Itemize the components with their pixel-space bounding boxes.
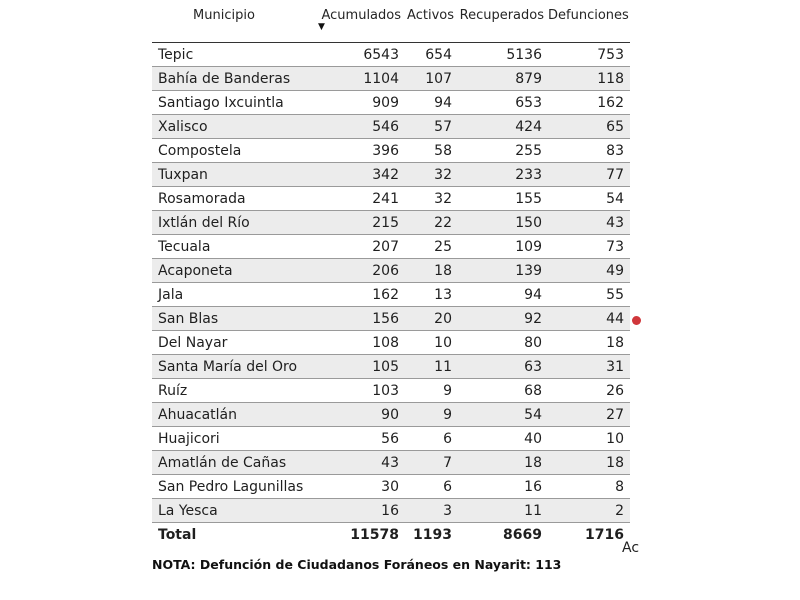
table-row[interactable] (152, 91, 630, 115)
cell-recuperados: 255 (458, 139, 548, 163)
cell-defunciones: 65 (548, 115, 630, 139)
cell-acumulados: 342 (310, 163, 405, 187)
cell-acumulados: 56 (310, 427, 405, 451)
cell-municipio: San Pedro Lagunillas (152, 475, 310, 499)
cell-activos: 7 (405, 451, 458, 475)
table-row[interactable] (152, 307, 630, 331)
cell-municipio: Acaponeta (152, 259, 310, 283)
cell-activos: 6 (405, 475, 458, 499)
cell-defunciones: 73 (548, 235, 630, 259)
total-label: Total (152, 523, 310, 548)
cell-acumulados: 105 (310, 355, 405, 379)
cell-activos: 20 (405, 307, 458, 331)
cell-defunciones: 18 (548, 451, 630, 475)
cell-municipio: Del Nayar (152, 331, 310, 355)
cell-municipio: Tuxpan (152, 163, 310, 187)
total-defunciones: 1716 (548, 523, 630, 548)
cell-acumulados: 206 (310, 259, 405, 283)
total-recuperados: 8669 (458, 523, 548, 548)
cell-defunciones: 26 (548, 379, 630, 403)
clipped-label: Ac (622, 540, 640, 556)
table-row[interactable] (152, 259, 630, 283)
cell-activos: 58 (405, 139, 458, 163)
cell-recuperados: 68 (458, 379, 548, 403)
table-row[interactable] (152, 451, 630, 475)
cell-activos: 22 (405, 211, 458, 235)
footnote: NOTA: Defunción de Ciudadanos Foráneos en Nayarit: 113 (152, 557, 562, 572)
table-row[interactable] (152, 139, 630, 163)
cell-acumulados: 156 (310, 307, 405, 331)
data-table-container (152, 0, 630, 547)
cell-defunciones: 162 (548, 91, 630, 115)
cell-recuperados: 150 (458, 211, 548, 235)
table-row[interactable] (152, 211, 630, 235)
cell-municipio: Amatlán de Cañas (152, 451, 310, 475)
cell-acumulados: 90 (310, 403, 405, 427)
table-row[interactable] (152, 115, 630, 139)
table-row[interactable] (152, 235, 630, 259)
header-municipio[interactable]: Municipio (152, 0, 310, 43)
table-row[interactable] (152, 43, 630, 67)
cell-activos: 9 (405, 403, 458, 427)
cell-activos: 9 (405, 379, 458, 403)
cell-acumulados: 103 (310, 379, 405, 403)
table-row[interactable] (152, 355, 630, 379)
cell-recuperados: 109 (458, 235, 548, 259)
table-row[interactable] (152, 379, 630, 403)
sort-descending-icon: ▼ (318, 22, 325, 32)
cell-recuperados: 11 (458, 499, 548, 523)
municipios-table (152, 0, 630, 547)
cell-municipio: San Blas (152, 307, 310, 331)
cell-recuperados: 94 (458, 283, 548, 307)
header-activos[interactable]: Activos (405, 0, 458, 43)
cell-acumulados: 108 (310, 331, 405, 355)
cell-acumulados: 215 (310, 211, 405, 235)
cell-activos: 654 (405, 43, 458, 67)
cell-recuperados: 424 (458, 115, 548, 139)
cell-acumulados: 546 (310, 115, 405, 139)
cell-acumulados: 16 (310, 499, 405, 523)
cell-defunciones: 77 (548, 163, 630, 187)
cell-defunciones: 55 (548, 283, 630, 307)
cell-defunciones: 54 (548, 187, 630, 211)
cell-defunciones: 31 (548, 355, 630, 379)
cell-acumulados: 6543 (310, 43, 405, 67)
total-activos: 1193 (405, 523, 458, 548)
cell-activos: 94 (405, 91, 458, 115)
cell-municipio: Rosamorada (152, 187, 310, 211)
cell-activos: 10 (405, 331, 458, 355)
cell-activos: 18 (405, 259, 458, 283)
cell-defunciones: 753 (548, 43, 630, 67)
header-acumulados[interactable] (310, 0, 405, 43)
cell-activos: 13 (405, 283, 458, 307)
table-row[interactable] (152, 331, 630, 355)
cell-recuperados: 92 (458, 307, 548, 331)
cell-municipio: La Yesca (152, 499, 310, 523)
marker-dot (632, 316, 641, 325)
cell-defunciones: 2 (548, 499, 630, 523)
cell-activos: 32 (405, 187, 458, 211)
cell-defunciones: 43 (548, 211, 630, 235)
table-row[interactable] (152, 163, 630, 187)
cell-activos: 11 (405, 355, 458, 379)
cell-recuperados: 80 (458, 331, 548, 355)
cell-recuperados: 653 (458, 91, 548, 115)
cell-defunciones: 27 (548, 403, 630, 427)
cell-defunciones: 118 (548, 67, 630, 91)
cell-municipio: Tepic (152, 43, 310, 67)
cell-acumulados: 43 (310, 451, 405, 475)
cell-defunciones: 49 (548, 259, 630, 283)
cell-recuperados: 40 (458, 427, 548, 451)
cell-acumulados: 241 (310, 187, 405, 211)
cell-municipio: Ixtlán del Río (152, 211, 310, 235)
cell-defunciones: 44 (548, 307, 630, 331)
total-acumulados: 11578 (310, 523, 405, 548)
cell-municipio: Tecuala (152, 235, 310, 259)
header-defunciones[interactable]: Defunciones (548, 0, 630, 43)
cell-municipio: Ahuacatlán (152, 403, 310, 427)
header-recuperados[interactable]: Recuperados (458, 0, 548, 43)
cell-activos: 32 (405, 163, 458, 187)
cell-defunciones: 83 (548, 139, 630, 163)
header-acumulados-label: Acumulados (321, 8, 401, 23)
cell-acumulados: 1104 (310, 67, 405, 91)
cell-acumulados: 30 (310, 475, 405, 499)
cell-recuperados: 879 (458, 67, 548, 91)
table-row[interactable] (152, 403, 630, 427)
cell-recuperados: 54 (458, 403, 548, 427)
cell-recuperados: 5136 (458, 43, 548, 67)
cell-municipio: Xalisco (152, 115, 310, 139)
cell-acumulados: 207 (310, 235, 405, 259)
cell-activos: 107 (405, 67, 458, 91)
cell-acumulados: 909 (310, 91, 405, 115)
cell-activos: 57 (405, 115, 458, 139)
cell-municipio: Compostela (152, 139, 310, 163)
table-row[interactable] (152, 475, 630, 499)
cell-recuperados: 63 (458, 355, 548, 379)
cell-recuperados: 155 (458, 187, 548, 211)
cell-municipio: Jala (152, 283, 310, 307)
total-row (152, 523, 630, 548)
cell-municipio: Bahía de Banderas (152, 67, 310, 91)
cell-defunciones: 18 (548, 331, 630, 355)
table-row[interactable] (152, 283, 630, 307)
cell-municipio: Ruíz (152, 379, 310, 403)
cell-defunciones: 8 (548, 475, 630, 499)
header-row (152, 0, 630, 43)
cell-activos: 25 (405, 235, 458, 259)
cell-recuperados: 16 (458, 475, 548, 499)
cell-acumulados: 396 (310, 139, 405, 163)
cell-municipio: Santa María del Oro (152, 355, 310, 379)
table-row[interactable] (152, 187, 630, 211)
cell-activos: 6 (405, 427, 458, 451)
cell-acumulados: 162 (310, 283, 405, 307)
table-row[interactable] (152, 67, 630, 91)
cell-defunciones: 10 (548, 427, 630, 451)
cell-recuperados: 18 (458, 451, 548, 475)
cell-municipio: Santiago Ixcuintla (152, 91, 310, 115)
cell-municipio: Huajicori (152, 427, 310, 451)
cell-recuperados: 139 (458, 259, 548, 283)
table-row[interactable] (152, 427, 630, 451)
cell-activos: 3 (405, 499, 458, 523)
table-row[interactable] (152, 499, 630, 523)
cell-recuperados: 233 (458, 163, 548, 187)
